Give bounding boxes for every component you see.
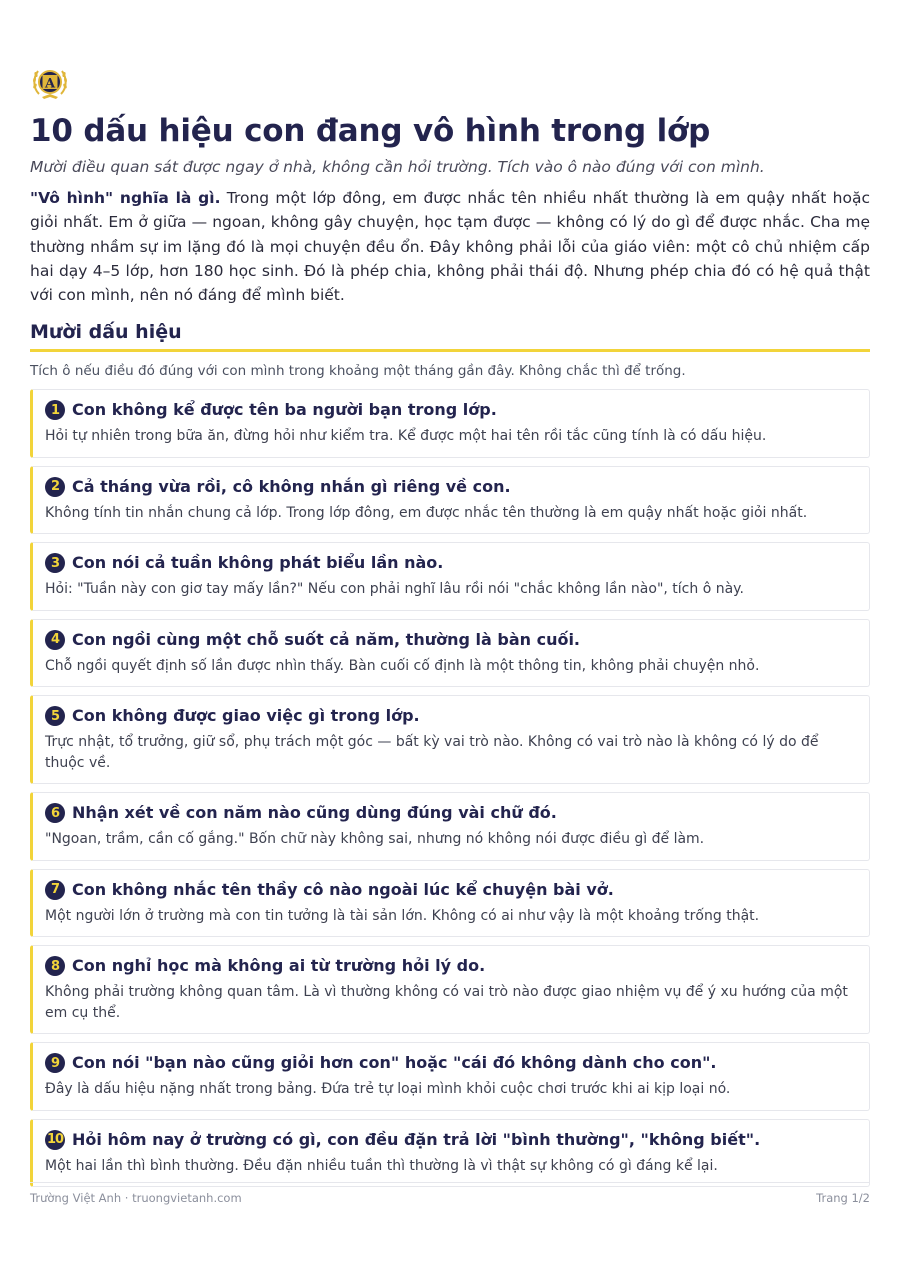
laurel-badge-icon bbox=[30, 64, 70, 104]
number-badge: 8 bbox=[45, 956, 65, 976]
item-description: Hỏi tự nhiên trong bữa ăn, đừng hỏi như kiểm tra. Kể được một hai tên rồi tắc cũng tính là có dấu hiệu. bbox=[45, 428, 767, 445]
number-badge: 7 bbox=[45, 880, 65, 900]
page-footer bbox=[30, 1182, 870, 1205]
number-badge: 9 bbox=[45, 1053, 65, 1073]
item-description: Trực nhật, tổ trưởng, giữ sổ, phụ trách một góc — bất kỳ vai trò nào. Không có vai trò nào là không có lý do để thuộc về. bbox=[45, 734, 819, 771]
item-description: Chỗ ngồi quyết định số lần được nhìn thấy. Bàn cuối cố định là một thông tin, không phải chuyện nhỏ. bbox=[45, 657, 760, 674]
number-badge: 6 bbox=[45, 803, 65, 823]
list-item bbox=[30, 466, 870, 535]
item-title: Con không kể được tên ba người bạn trong lớp. bbox=[72, 400, 497, 420]
logo-letter: A bbox=[44, 76, 56, 92]
item-description: Hỏi: "Tuần này con giơ tay mấy lần?" Nếu con phải nghĩ lâu rồi nói "chắc không lần nào", tích ô này. bbox=[45, 581, 744, 598]
page-number: Trang 1/2 bbox=[816, 1191, 870, 1205]
page-subtitle: Mười điều quan sát được ngay ở nhà, không cần hỏi trường. Tích vào ô nào đúng với con mình. bbox=[30, 158, 765, 176]
item-description: Đây là dấu hiệu nặng nhất trong bảng. Đứa trẻ tự loại mình khỏi cuộc chơi trước khi ai kịp loại nó. bbox=[45, 1081, 731, 1098]
item-title: Con nói cả tuần không phát biểu lần nào. bbox=[72, 553, 444, 573]
number-badge: 10 bbox=[45, 1130, 65, 1150]
item-description: Một hai lần thì bình thường. Đều đặn nhiều tuần thì thường là vì thật sự không có gì đáng kể lại. bbox=[45, 1157, 718, 1174]
item-description: Không tính tin nhắn chung cả lớp. Trong lớp đông, em được nhắc tên thường là em quậy nhất hoặc giỏi nhất. bbox=[45, 504, 808, 521]
item-title: Con không được giao việc gì trong lớp. bbox=[72, 706, 420, 726]
number-badge: 2 bbox=[45, 477, 65, 497]
item-description: Một người lớn ở trường mà con tin tưởng là tài sản lớn. Không có ai như vậy là một khoảng trống thật. bbox=[45, 907, 760, 924]
section-title: Mười dấu hiệu bbox=[30, 321, 870, 352]
list-item bbox=[30, 792, 870, 861]
list-item bbox=[30, 1119, 870, 1188]
item-title: Nhận xét về con năm nào cũng dùng đúng vài chữ đó. bbox=[72, 803, 557, 823]
number-badge: 3 bbox=[45, 553, 65, 573]
item-title: Con nghỉ học mà không ai từ trường hỏi lý do. bbox=[72, 956, 486, 976]
list-item bbox=[30, 389, 870, 458]
list-item bbox=[30, 869, 870, 938]
item-title: Con không nhắc tên thầy cô nào ngoài lúc kể chuyện bài vở. bbox=[72, 879, 614, 899]
page-title: 10 dấu hiệu con đang vô hình trong lớp bbox=[30, 113, 711, 149]
section-note: Tích ô nếu điều đó đúng với con mình trong khoảng một tháng gần đây. Không chắc thì để trống. bbox=[30, 363, 686, 380]
footer-site: Trường Việt Anh · truongvietanh.com bbox=[30, 1191, 242, 1205]
item-description: Không phải trường không quan tâm. Là vì thường không có vai trò nào được giao nhiệm vụ để ý xu hướng của một em cụ thể. bbox=[45, 984, 848, 1021]
item-description: "Ngoan, trầm, cần cố gắng." Bốn chữ này không sai, nhưng nó không nói được điều gì để làm. bbox=[45, 831, 705, 848]
number-badge: 1 bbox=[45, 400, 65, 420]
signs-list bbox=[30, 389, 870, 1187]
intro-lead: "Vô hình" nghĩa là gì. bbox=[30, 189, 221, 207]
list-item bbox=[30, 1042, 870, 1111]
list-item bbox=[30, 695, 870, 784]
item-title: Hỏi hôm nay ở trường có gì, con đều đặn trả lời "bình thường", "không biết". bbox=[72, 1129, 761, 1149]
item-title: Cả tháng vừa rồi, cô không nhắn gì riêng về con. bbox=[72, 476, 511, 496]
intro-body: Trong một lớp đông, em được nhắc tên nhiều nhất thường là em quậy nhất hoặc giỏi nhất. Em ở giữa — ngoan, không gây chuyện, học tạm được — không có lý do gì để được nhắc. Cha mẹ thường nhầm sự im lặng đó là mọi chuyện đều ổn. Đây không phải lỗi của giáo viên: một cô chủ nhiệm cấp hai dạy 4–5 lớp, hơn 180 học sinh. Đó là phép chia, không phải thái độ. Nhưng phép chia đó có hệ quả thật với con mình, nên nó đáng để mình biết. bbox=[30, 189, 870, 305]
intro-paragraph bbox=[30, 186, 870, 307]
list-item bbox=[30, 945, 870, 1034]
document-page bbox=[30, 64, 870, 1195]
item-title: Con nói "bạn nào cũng giỏi hơn con" hoặc "cái đó không dành cho con". bbox=[72, 1053, 717, 1073]
list-item bbox=[30, 542, 870, 611]
list-item bbox=[30, 619, 870, 688]
number-badge: 4 bbox=[45, 630, 65, 650]
item-title: Con ngồi cùng một chỗ suốt cả năm, thường là bàn cuối. bbox=[72, 629, 581, 649]
number-badge: 5 bbox=[45, 706, 65, 726]
